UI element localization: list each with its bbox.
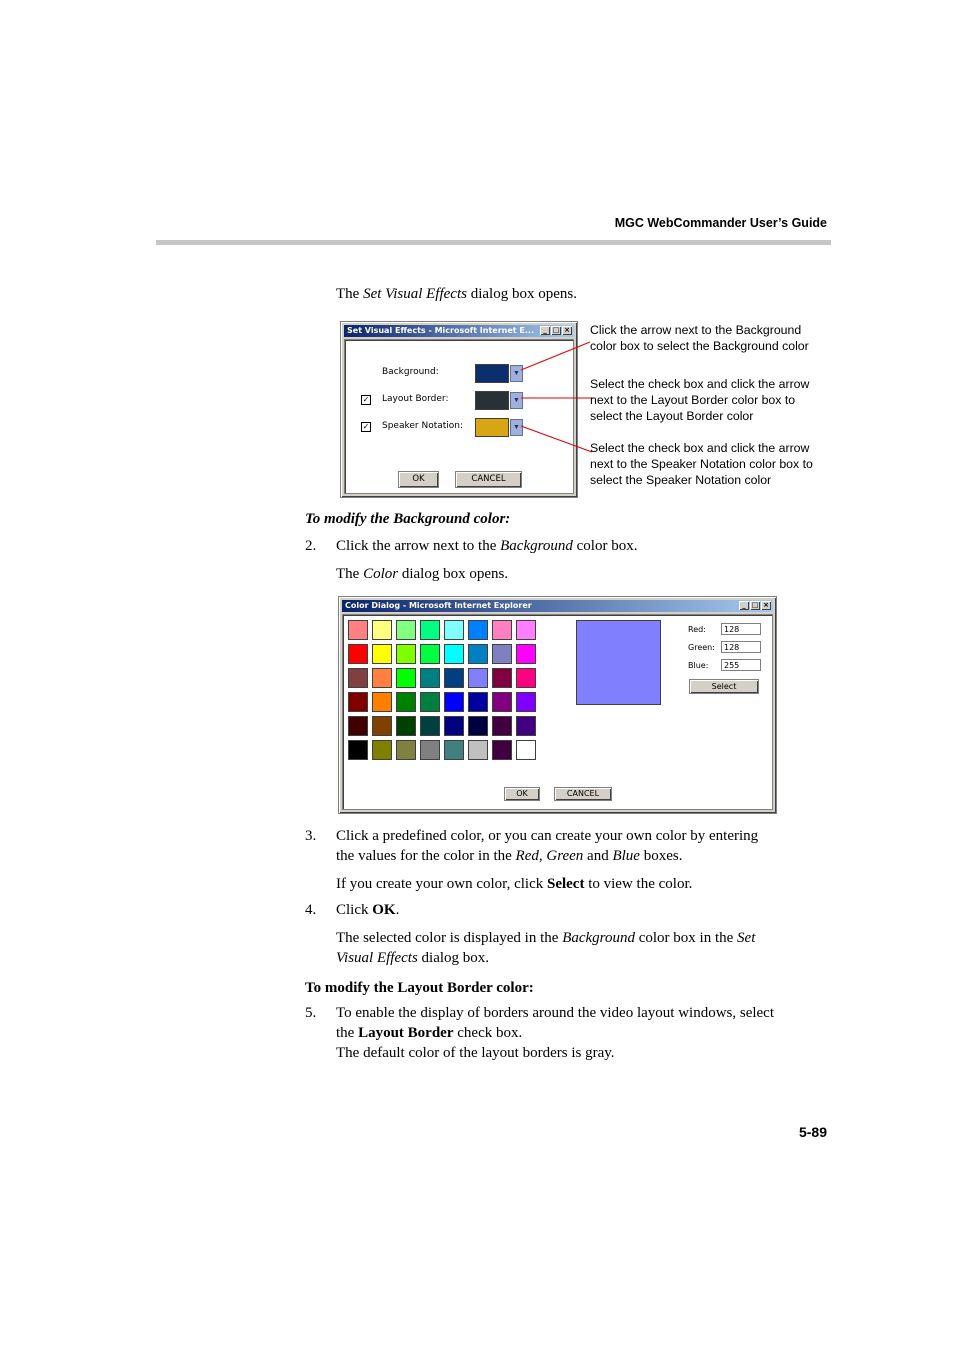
- speaker-notation-arrow-icon[interactable]: ▼: [510, 419, 523, 436]
- green-input[interactable]: 128: [721, 641, 761, 653]
- step-4-text: Click OK.: [336, 902, 400, 918]
- step-3-number: 3.: [305, 828, 317, 844]
- palette-color-swatch[interactable]: [468, 740, 488, 760]
- layout-border-checkbox[interactable]: ✓: [362, 395, 370, 404]
- palette-color-swatch[interactable]: [396, 740, 416, 760]
- palette-color-swatch[interactable]: [372, 668, 392, 688]
- close-icon[interactable]: ×: [761, 601, 771, 610]
- palette-color-swatch[interactable]: [372, 716, 392, 736]
- color-palette: [348, 620, 536, 760]
- palette-color-swatch[interactable]: [372, 620, 392, 640]
- palette-color-swatch[interactable]: [348, 716, 368, 736]
- color-dialog: [338, 596, 777, 814]
- palette-color-swatch[interactable]: [348, 740, 368, 760]
- palette-color-swatch[interactable]: [396, 620, 416, 640]
- palette-color-swatch[interactable]: [348, 620, 368, 640]
- minimize-icon[interactable]: _: [739, 601, 749, 610]
- palette-color-swatch[interactable]: [468, 644, 488, 664]
- palette-color-swatch[interactable]: [348, 668, 368, 688]
- callout-line-background: [521, 342, 590, 370]
- palette-color-swatch[interactable]: [468, 668, 488, 688]
- palette-color-swatch[interactable]: [516, 644, 536, 664]
- red-label: Red:: [688, 625, 706, 634]
- palette-color-swatch[interactable]: [396, 644, 416, 664]
- ok-button[interactable]: OK: [398, 471, 439, 488]
- palette-color-swatch[interactable]: [516, 740, 536, 760]
- palette-color-swatch[interactable]: [396, 716, 416, 736]
- palette-color-swatch[interactable]: [468, 692, 488, 712]
- cancel-button[interactable]: CANCEL: [554, 787, 612, 801]
- palette-color-swatch[interactable]: [468, 716, 488, 736]
- palette-color-swatch[interactable]: [492, 692, 512, 712]
- step-5-number: 5.: [305, 1005, 317, 1021]
- running-header: MGC WebCommander User’s Guide: [614, 216, 827, 230]
- palette-color-swatch[interactable]: [444, 716, 464, 736]
- palette-color-swatch[interactable]: [468, 620, 488, 640]
- intro-paragraph: The Set Visual Effects dialog box opens.: [336, 286, 577, 302]
- callout-speaker-notation: Select the check box and click the arrow next to the Speaker Notation color box to select the Speaker Notation color: [590, 441, 813, 487]
- green-label: Green:: [688, 643, 715, 652]
- dialog-titlebar: Set Visual Effects - Microsoft Internet E... _ □ ×: [344, 325, 574, 337]
- palette-color-swatch[interactable]: [516, 668, 536, 688]
- page-number: 5-89: [798, 1124, 827, 1140]
- callout-line-speaker-notation: [521, 426, 592, 452]
- ok-button[interactable]: OK: [504, 787, 540, 801]
- palette-color-swatch[interactable]: [492, 644, 512, 664]
- palette-color-swatch[interactable]: [516, 716, 536, 736]
- step-4-number: 4.: [305, 902, 317, 918]
- color-dialog-client-area: [342, 614, 773, 810]
- callout-layout-border: Select the check box and click the arrow next to the Layout Border color box to select the Layout Border color: [590, 377, 810, 423]
- step-5-text: To enable the display of borders around the video layout windows, select the Layout Border check box. The default color of the layout borders is gray.: [336, 1005, 775, 1061]
- close-icon[interactable]: ×: [562, 326, 572, 335]
- speaker-notation-label: Speaker Notation:: [382, 421, 464, 431]
- maximize-icon[interactable]: □: [751, 601, 759, 609]
- palette-color-swatch[interactable]: [420, 644, 440, 664]
- palette-color-swatch[interactable]: [444, 740, 464, 760]
- minimize-icon[interactable]: _: [540, 326, 550, 335]
- palette-color-swatch[interactable]: [516, 620, 536, 640]
- palette-color-swatch[interactable]: [420, 692, 440, 712]
- palette-color-swatch[interactable]: [492, 716, 512, 736]
- palette-color-swatch[interactable]: [420, 740, 440, 760]
- speaker-notation-checkbox[interactable]: ✓: [362, 422, 370, 431]
- palette-color-swatch[interactable]: [348, 644, 368, 664]
- palette-color-swatch[interactable]: [372, 740, 392, 760]
- color-dialog-opens-text: The Color dialog box opens.: [336, 566, 509, 582]
- palette-color-swatch[interactable]: [516, 692, 536, 712]
- select-note: If you create your own color, click Select to view the color.: [336, 876, 693, 892]
- palette-color-swatch[interactable]: [396, 692, 416, 712]
- color-preview: [576, 620, 661, 705]
- layout-border-label: Layout Border:: [382, 394, 449, 404]
- palette-color-swatch[interactable]: [492, 668, 512, 688]
- palette-color-swatch[interactable]: [420, 620, 440, 640]
- palette-color-swatch[interactable]: [444, 644, 464, 664]
- color-dialog-titlebar: Color Dialog - Microsoft Internet Explorer _ □ ×: [342, 600, 773, 612]
- palette-color-swatch[interactable]: [492, 620, 512, 640]
- step-2-text: Click the arrow next to the Background color box.: [336, 538, 638, 554]
- palette-color-swatch[interactable]: [420, 668, 440, 688]
- palette-color-swatch[interactable]: [372, 692, 392, 712]
- palette-color-swatch[interactable]: [444, 692, 464, 712]
- select-button[interactable]: Select: [689, 679, 759, 694]
- palette-color-swatch[interactable]: [372, 644, 392, 664]
- red-input[interactable]: 128: [721, 623, 761, 635]
- palette-color-swatch[interactable]: [420, 716, 440, 736]
- selected-color-note: The selected color is displayed in the Background color box in the Set Visual Effects dialog box.: [336, 930, 756, 966]
- blue-label: Blue:: [688, 661, 709, 670]
- palette-color-swatch[interactable]: [348, 692, 368, 712]
- section-heading-layout-border: To modify the Layout Border color:: [305, 980, 534, 996]
- section-heading-background: To modify the Background color:: [305, 511, 511, 527]
- maximize-icon[interactable]: □: [552, 326, 560, 334]
- cancel-button[interactable]: CANCEL: [455, 471, 522, 488]
- blue-input[interactable]: 255: [721, 659, 761, 671]
- background-arrow-icon[interactable]: ▼: [510, 365, 523, 382]
- palette-color-swatch[interactable]: [444, 668, 464, 688]
- palette-color-swatch[interactable]: [444, 620, 464, 640]
- callout-background: Click the arrow next to the Background color box to select the Background color: [590, 323, 809, 353]
- background-label: Background:: [382, 367, 439, 377]
- palette-color-swatch[interactable]: [396, 668, 416, 688]
- step-3-text: Click a predefined color, or you can create your own color by entering the values for the color in the Red, Green and Blue boxes.: [336, 828, 759, 864]
- layout-border-arrow-icon[interactable]: ▼: [510, 392, 523, 409]
- palette-color-swatch[interactable]: [492, 740, 512, 760]
- step-2-number: 2.: [305, 538, 317, 554]
